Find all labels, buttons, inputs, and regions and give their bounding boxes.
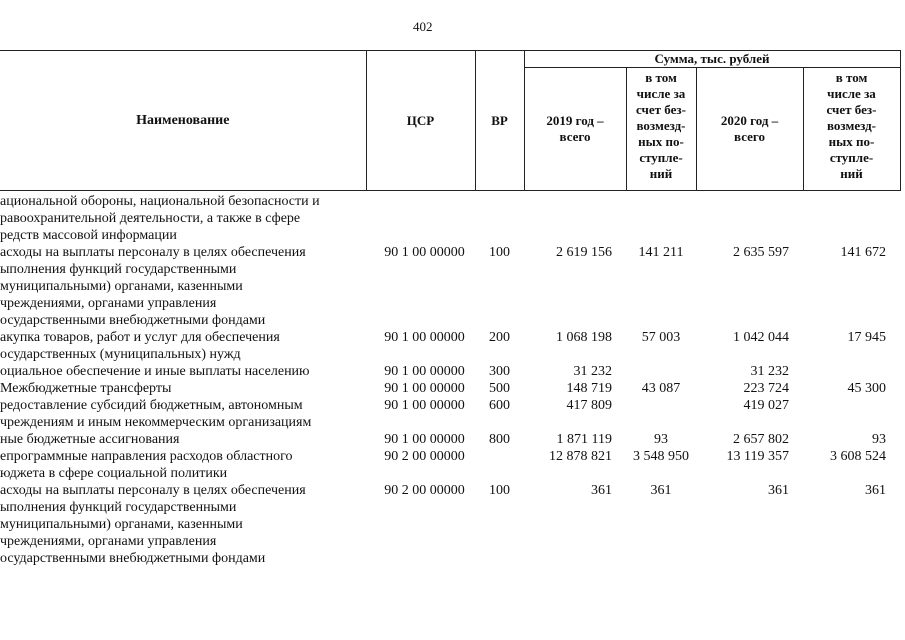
table-row: [0, 363, 900, 380]
row-2020-incl: 45 300: [847, 381, 886, 396]
row-2020-total: 223 724: [743, 381, 789, 396]
header-line: в том: [645, 70, 677, 85]
table-row: [0, 397, 900, 431]
row-2019-total: 148 719: [566, 381, 612, 396]
row-csr: 90 1 00 00000: [384, 381, 465, 396]
row-2019-total: 361: [591, 483, 612, 498]
row-2020-total: 2 657 802: [733, 432, 789, 447]
row-2019-incl: 141 211: [638, 245, 684, 260]
table-row: [0, 482, 900, 567]
row-2019-incl: [626, 363, 696, 380]
header-csr: ЦСР: [366, 51, 475, 191]
table-row: [0, 191, 900, 245]
row-csr: [366, 191, 475, 245]
row-vr: 600: [489, 398, 510, 413]
row-vr: 200: [489, 330, 510, 345]
row-2020-incl: 361: [865, 483, 886, 498]
header-line: ных по-: [828, 134, 875, 149]
row-name-line: муниципальными) органами, казенными: [0, 279, 243, 294]
row-name-line: юджета в сфере социальной политики: [0, 466, 228, 481]
row-name-line: епрограммные направления расходов областного: [0, 449, 293, 464]
header-2020-incl: [803, 68, 900, 191]
row-2019-total: 1 871 119: [556, 432, 612, 447]
budget-table-container: [0, 50, 900, 567]
row-name: [0, 448, 366, 482]
row-csr: 90 1 00 00000: [384, 398, 465, 413]
header-line: ний: [840, 166, 863, 181]
header-line: возмезд-: [827, 118, 876, 133]
row-name-line: равоохранительной деятельности, а также в сфере: [0, 211, 301, 226]
row-name: [0, 397, 366, 431]
budget-table: [0, 50, 901, 567]
header-line: всего: [734, 129, 765, 144]
row-name-line: чреждениями, органами управления: [0, 534, 217, 549]
row-name: [0, 191, 366, 245]
row-csr: 90 2 00 00000: [384, 449, 465, 464]
row-csr: 90 1 00 00000: [384, 245, 465, 260]
row-2020-total: 361: [768, 483, 789, 498]
header-line: ных по-: [638, 134, 684, 149]
row-2020-incl: 141 672: [840, 245, 886, 260]
table-header: [0, 51, 900, 191]
row-2019-total: 417 809: [566, 398, 612, 413]
row-name: [0, 363, 366, 380]
header-line: возмезд-: [636, 118, 686, 133]
header-2019-incl: [626, 68, 696, 191]
header-line: ступле-: [639, 150, 683, 165]
row-2020-total: 31 232: [750, 364, 789, 379]
row-2020-incl: [803, 191, 900, 245]
row-csr: 90 1 00 00000: [384, 432, 465, 447]
row-2019-total: 1 068 198: [556, 330, 612, 345]
row-2020-incl: 93: [872, 432, 886, 447]
row-2020-incl: 3 608 524: [830, 449, 886, 464]
page-number: 402: [413, 19, 433, 34]
row-2020-total: 2 635 597: [733, 245, 789, 260]
table-row: [0, 380, 900, 397]
row-name-line: осударственными внебюджетными фондами: [0, 551, 266, 566]
row-vr: 300: [489, 364, 510, 379]
row-csr: 90 1 00 00000: [384, 330, 465, 345]
header-vr: ВР: [475, 51, 524, 191]
row-2019-incl: 3 548 950: [633, 449, 689, 464]
row-2020-total: 13 119 357: [726, 449, 789, 464]
header-2019-total: [524, 68, 626, 191]
row-2019-total: 31 232: [573, 364, 612, 379]
row-name: [0, 329, 366, 363]
row-vr: 800: [489, 432, 510, 447]
row-2020-total: 1 042 044: [733, 330, 789, 345]
row-vr: 100: [489, 245, 510, 260]
row-2019-incl: 57 003: [641, 330, 681, 345]
row-name: [0, 431, 366, 448]
header-line: в том: [835, 70, 868, 85]
header-2020-total: [696, 68, 803, 191]
table-row: [0, 431, 900, 448]
row-name-line: ациональной обороны, национальной безопасности и: [0, 194, 320, 209]
row-2019-incl: [626, 191, 696, 245]
header-line: числе за: [827, 86, 876, 101]
row-name: [0, 482, 366, 567]
header-line: всего: [559, 129, 591, 144]
row-2019-total: [524, 191, 626, 245]
row-vr: [475, 448, 524, 482]
row-csr: 90 1 00 00000: [384, 364, 465, 379]
row-2020-incl: [803, 363, 900, 380]
row-name-line: асходы на выплаты персоналу в целях обеспечения: [0, 245, 306, 260]
row-name: [0, 244, 366, 329]
header-line: 2020 год –: [720, 113, 779, 128]
row-name: [0, 380, 366, 397]
header-line: ступле-: [829, 150, 874, 165]
header-line: ний: [649, 166, 673, 181]
row-name-line: чреждениями, органами управления: [0, 296, 217, 311]
row-name-line: ыполнения функций государственными: [0, 262, 237, 277]
table-row: [0, 448, 900, 482]
row-name-line: асходы на выплаты персоналу в целях обеспечения: [0, 483, 306, 498]
row-2020-total: 419 027: [743, 398, 789, 413]
row-name-line: оциальное обеспечение и иные выплаты населению: [0, 364, 310, 379]
row-name-line: осударственных (муниципальных) нужд: [0, 347, 241, 362]
header-line: числе за: [636, 86, 686, 101]
row-2020-total: [696, 191, 803, 245]
row-vr: [475, 191, 524, 245]
row-2019-incl: [626, 397, 696, 431]
row-name-line: акупка товаров, работ и услуг для обеспечения: [0, 330, 280, 345]
row-name-line: редоставление субсидий бюджетным, автономным: [0, 398, 303, 413]
row-2019-total: 12 878 821: [549, 449, 612, 464]
header-line: 2019 год –: [546, 113, 604, 128]
row-vr: 500: [489, 381, 510, 396]
row-2020-incl: [803, 397, 900, 431]
row-name-line: чреждениям и иным некоммерческим организациям: [0, 415, 312, 430]
row-vr: 100: [489, 483, 510, 498]
table-row: [0, 244, 900, 329]
header-sum: Сумма, тыс. рублей: [524, 51, 900, 68]
row-name-line: редств массовой информации: [0, 228, 177, 243]
table-body: [0, 191, 900, 568]
row-csr: 90 2 00 00000: [384, 483, 465, 498]
row-name-line: осударственными внебюджетными фондами: [0, 313, 266, 328]
table-row: [0, 329, 900, 363]
row-2019-incl: 93: [654, 432, 668, 447]
row-2019-incl: 43 087: [641, 381, 681, 396]
row-2019-total: 2 619 156: [556, 245, 612, 260]
header-name: Наименование: [0, 51, 366, 191]
row-name-line: муниципальными) органами, казенными: [0, 517, 243, 532]
header-line: счет без-: [636, 102, 686, 117]
row-name-line: Межбюджетные трансферты: [0, 381, 172, 396]
row-2019-incl: 361: [650, 483, 672, 498]
row-name-line: ыполнения функций государственными: [0, 500, 237, 515]
row-name-line: ные бюджетные ассигнования: [0, 432, 180, 447]
header-line: счет без-: [826, 102, 877, 117]
row-2020-incl: 17 945: [847, 330, 886, 345]
